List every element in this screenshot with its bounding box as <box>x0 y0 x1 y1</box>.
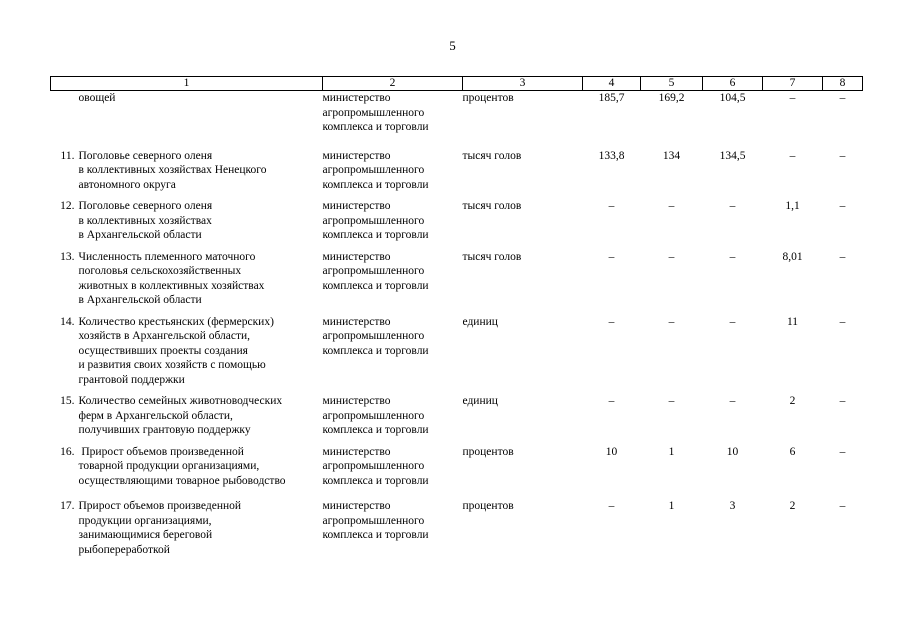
indicator-cell <box>51 488 323 557</box>
responsible-line: комплекса и торговли <box>322 229 429 241</box>
responsible-line: агропромышленного <box>322 460 425 472</box>
indicator-cell <box>51 308 323 388</box>
responsible-line: министерство <box>322 395 391 407</box>
value-cell: 2 <box>789 500 796 512</box>
responsible-line: агропромышленного <box>322 106 425 119</box>
row-number: 11. <box>60 149 75 162</box>
value-cell: 10 <box>605 445 618 458</box>
value-cell: 134 <box>662 149 681 162</box>
value-cell: – <box>608 500 615 512</box>
value-cell: – <box>839 92 846 104</box>
value-cell: 3 <box>729 500 736 512</box>
value-cell: – <box>729 315 736 328</box>
header-col-7: 7 <box>763 77 823 91</box>
indicator-line: Прирост объемов произведенной <box>78 445 244 458</box>
unit-cell: тысяч голов <box>462 149 522 162</box>
indicator-line: Поголовье северного оленя <box>78 149 213 162</box>
value-cell: 2 <box>789 395 796 407</box>
indicator-cell <box>51 387 323 438</box>
unit-cell: единиц <box>462 315 498 328</box>
indicator-line: товарной продукции организациями, <box>78 460 260 472</box>
responsible-cell <box>323 308 463 388</box>
indicator-text <box>79 394 311 438</box>
value-cell: – <box>839 315 846 328</box>
page-number: 5 <box>449 38 456 53</box>
responsible-line: комплекса и торговли <box>322 178 429 191</box>
table-body <box>51 91 863 558</box>
indicator-line: продукции организациями, <box>78 514 212 527</box>
indicator-line: животных в коллективных хозяйствах <box>78 279 265 292</box>
value-cell: – <box>729 200 736 212</box>
table-row <box>51 488 863 557</box>
value-cell: 185,7 <box>598 92 625 104</box>
responsible-line: комплекса и торговли <box>322 121 429 133</box>
indicator-line: осуществивших проекты создания <box>78 344 248 357</box>
indicator-line: в коллективных хозяйствах Ненецкого <box>78 164 267 176</box>
value-cell: – <box>789 149 796 162</box>
indicator-text <box>79 499 311 557</box>
indicator-line: рыбопереработкой <box>78 543 170 556</box>
indicator-line: хозяйств в Архангельской области, <box>78 330 251 342</box>
indicator-line: ферм в Архангельской области, <box>78 409 233 422</box>
responsible-cell <box>323 142 463 193</box>
table-row <box>51 438 863 489</box>
value-cell: – <box>839 250 846 263</box>
responsible-cell <box>323 243 463 308</box>
indicator-line: в Архангельской области <box>78 294 202 306</box>
responsible-line: комплекса и торговли <box>322 344 429 357</box>
indicator-line: Количество семейных животноводческих <box>78 395 283 407</box>
responsible-cell <box>323 438 463 489</box>
value-cell: – <box>668 315 675 328</box>
responsible-line: комплекса и торговли <box>322 424 429 436</box>
header-col-3: 3 <box>463 77 583 91</box>
value-cell: – <box>839 200 846 212</box>
header-col-1: 1 <box>51 77 323 91</box>
value-cell: – <box>789 92 796 104</box>
responsible-line: министерство <box>322 250 391 263</box>
table-row <box>51 142 863 193</box>
indicator-line: Количество крестьянских (фермерских) <box>78 315 274 328</box>
responsible-line: министерство <box>322 445 391 458</box>
indicator-line: Поголовье северного оленя <box>78 200 213 212</box>
value-cell: 6 <box>789 445 796 458</box>
indicator-line: грантовой поддержки <box>78 373 185 386</box>
value-cell: 10 <box>726 445 739 458</box>
table-row <box>51 387 863 438</box>
value-cell: 1,1 <box>785 200 800 212</box>
unit-cell: тысяч голов <box>462 200 522 212</box>
responsible-cell <box>323 91 463 142</box>
value-cell: – <box>839 149 846 162</box>
value-cell: – <box>608 250 615 263</box>
indicator-line: и развития своих хозяйств с помощью <box>78 359 266 371</box>
indicator-cell <box>51 91 323 142</box>
unit-cell: процентов <box>462 445 514 458</box>
indicator-line: в Архангельской области <box>78 229 202 241</box>
responsible-line: министерство <box>322 500 391 512</box>
value-cell: 1 <box>668 500 675 512</box>
header-col-8: 8 <box>823 77 863 91</box>
value-cell: 1 <box>668 445 675 458</box>
indicator-cell <box>51 142 323 193</box>
indicator-text <box>79 250 311 308</box>
indicator-text <box>79 445 311 489</box>
value-cell: – <box>839 395 846 407</box>
value-cell: – <box>668 250 675 263</box>
responsible-line: агропромышленного <box>322 514 425 527</box>
value-cell: – <box>668 200 675 212</box>
value-cell: – <box>608 200 615 212</box>
row-number: 16. <box>60 445 75 458</box>
value-cell: 169,2 <box>658 92 685 104</box>
responsible-cell <box>323 192 463 243</box>
responsible-line: министерство <box>322 92 391 104</box>
responsible-line: агропромышленного <box>322 330 425 342</box>
indicator-text <box>79 149 311 193</box>
value-cell: 11 <box>786 315 799 328</box>
responsible-line: агропромышленного <box>322 409 425 422</box>
value-cell: 104,5 <box>719 92 746 104</box>
header-col-4: 4 <box>583 77 641 91</box>
indicator-cell <box>51 438 323 489</box>
value-cell: – <box>668 395 675 407</box>
indicators-table <box>50 76 863 557</box>
indicator-text <box>79 315 311 388</box>
row-number: 14. <box>60 315 75 328</box>
table-row <box>51 91 863 142</box>
indicator-line: в коллективных хозяйствах <box>78 214 212 227</box>
unit-cell: процентов <box>462 500 514 512</box>
responsible-line: комплекса и торговли <box>322 529 429 541</box>
indicator-line: Численность племенного маточного <box>78 250 256 263</box>
table-row <box>51 192 863 243</box>
header-col-2: 2 <box>323 77 463 91</box>
indicator-line: поголовья сельскохозяйственных <box>78 265 242 277</box>
row-number: 15. <box>60 395 75 407</box>
header-col-6: 6 <box>703 77 763 91</box>
row-number: 13. <box>60 250 75 263</box>
unit-cell: единиц <box>462 395 498 407</box>
indicator-text <box>79 199 311 243</box>
indicator-line: овощей <box>78 92 116 104</box>
indicator-line: осуществляющими товарное рыбоводство <box>78 474 286 487</box>
responsible-line: комплекса и торговли <box>322 279 429 292</box>
responsible-line: министерство <box>322 315 391 328</box>
value-cell: – <box>608 395 615 407</box>
value-cell: – <box>729 395 736 407</box>
header-row <box>51 77 863 91</box>
table-row <box>51 308 863 388</box>
indicator-text <box>79 91 311 106</box>
value-cell: 134,5 <box>719 149 746 162</box>
unit-cell: процентов <box>462 92 514 104</box>
value-cell: 133,8 <box>598 149 625 162</box>
table-row <box>51 243 863 308</box>
value-cell: – <box>839 500 846 512</box>
responsible-cell <box>323 387 463 438</box>
responsible-line: агропромышленного <box>322 214 425 227</box>
indicator-line: Прирост объемов произведенной <box>78 500 242 512</box>
value-cell: – <box>608 315 615 328</box>
indicator-line: автономного округа <box>78 178 176 191</box>
row-number: 17. <box>60 500 75 512</box>
indicator-line: занимающимися береговой <box>78 529 213 541</box>
responsible-line: агропромышленного <box>322 265 425 277</box>
value-cell: 8,01 <box>782 250 803 263</box>
responsible-line: агропромышленного <box>322 164 425 176</box>
responsible-line: министерство <box>322 149 391 162</box>
indicator-line: получивших грантовую поддержку <box>78 424 251 436</box>
indicator-cell <box>51 243 323 308</box>
responsible-cell <box>323 488 463 557</box>
responsible-line: комплекса и торговли <box>322 474 429 487</box>
row-number: 12. <box>60 200 75 212</box>
responsible-line: министерство <box>322 200 391 212</box>
header-col-5: 5 <box>641 77 703 91</box>
indicator-cell <box>51 192 323 243</box>
value-cell: – <box>729 250 736 263</box>
value-cell: – <box>839 445 846 458</box>
unit-cell: тысяч голов <box>462 250 522 263</box>
